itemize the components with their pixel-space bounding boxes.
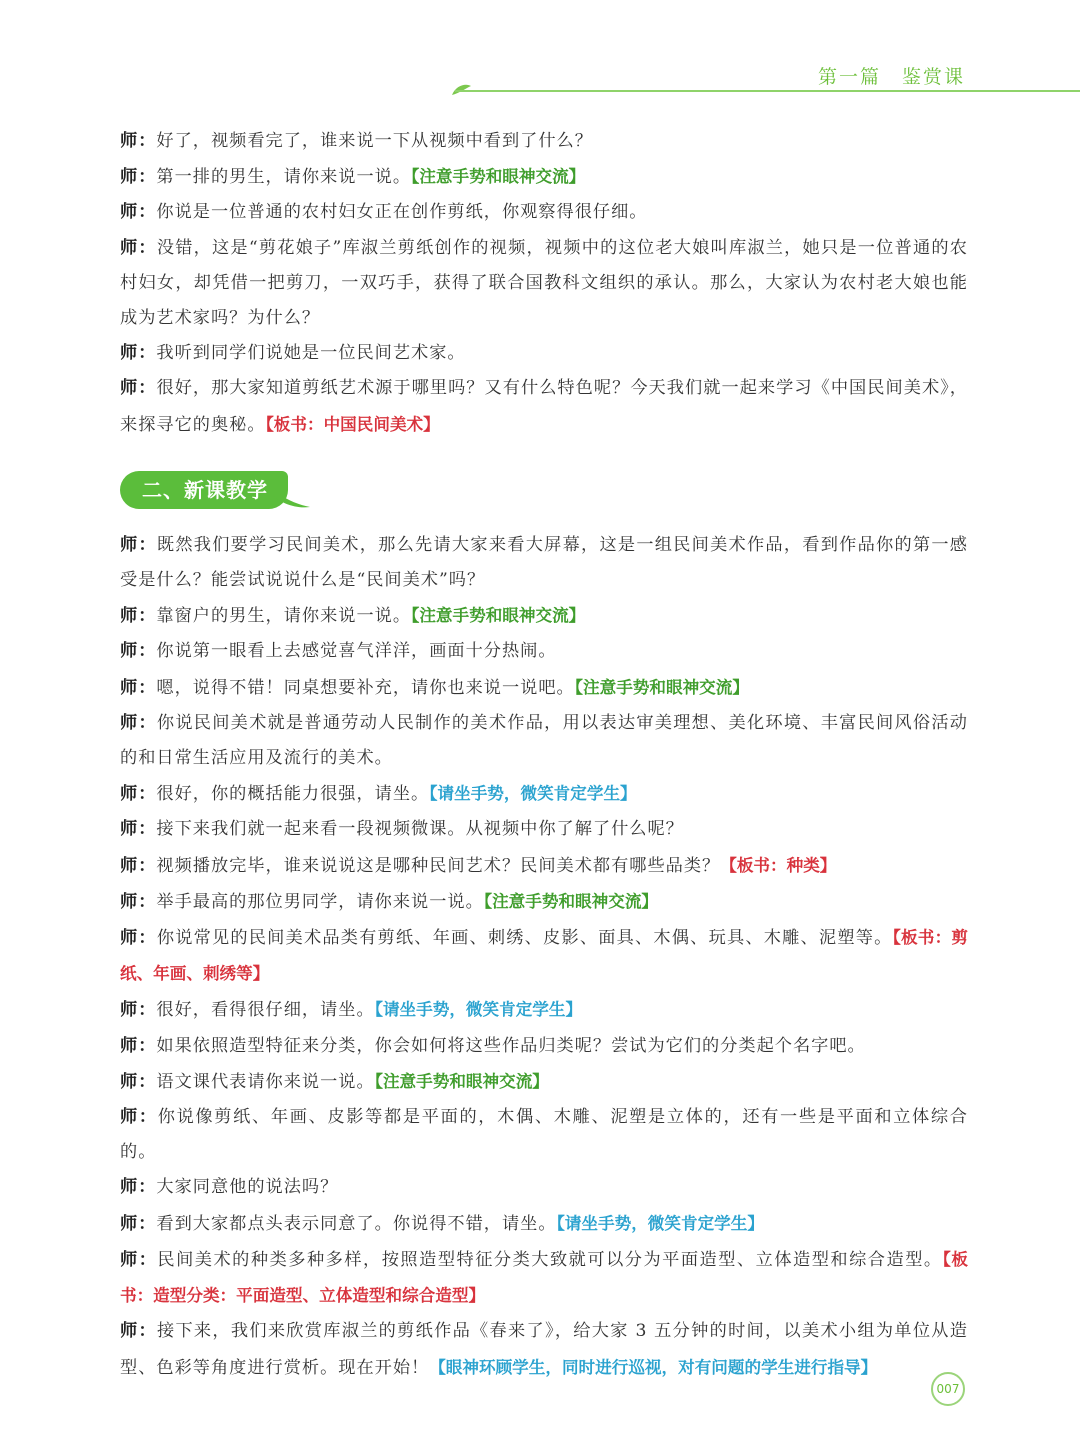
- speaker-label: 师: [120, 343, 139, 364]
- lesson-content: [120, 124, 968, 1386]
- dialogue-line: [120, 1029, 968, 1064]
- speaker-colon: ：: [138, 606, 157, 627]
- dialogue-text: 你说像剪纸、年画、皮影等都是平面的，木偶、木雕、泥塑是立体的，还有一些是平面和立体综合的。: [120, 1107, 968, 1163]
- speaker-label: 师: [120, 1071, 139, 1092]
- section-title-badge: 二、新课教学: [120, 471, 288, 509]
- dialogue-line: [120, 231, 968, 337]
- speaker-colon: ：: [138, 1213, 157, 1234]
- speaker-label: 师: [120, 237, 139, 258]
- speaker-label: 师: [120, 677, 139, 698]
- teaching-note: 【板书：造型分类：平面造型、立体造型和综合造型】: [120, 1249, 968, 1306]
- speaker-label: 师: [120, 1321, 139, 1342]
- speaker-label: 师: [120, 891, 139, 912]
- speaker-label: 师: [120, 1035, 139, 1056]
- speaker-label: 师: [120, 167, 139, 188]
- speaker-label: 师: [120, 784, 139, 805]
- dialogue-line: [120, 848, 968, 884]
- teaching-note: 【请坐手势，微笑肯定学生】: [374, 1000, 583, 1020]
- speaker-colon: ：: [138, 891, 157, 912]
- speaker-colon: ：: [138, 1035, 157, 1056]
- dialogue-text: 接下来，我们来欣赏库淑兰的剪纸作品《春来了》，给大家 3 五分钟的时间，以美术小组为单位从造型、色彩等角度进行赏析。现在开始！: [120, 1321, 968, 1378]
- teaching-note: 【注意手势和眼神交流】: [483, 891, 659, 911]
- dialogue-line: [120, 371, 968, 442]
- dialogue-line: [120, 992, 968, 1028]
- teaching-note: 【注意手势和眼神交流】: [574, 677, 749, 697]
- dialogue-section-1: [120, 124, 968, 443]
- dialogue-text: 视频播放完毕，谁来说说这是哪种民间艺术？民间美术都有哪些品类？: [156, 855, 721, 876]
- speaker-colon: ：: [138, 1071, 157, 1092]
- speaker-colon: ：: [138, 1177, 157, 1198]
- teaching-note: 【眼神环顾学生，同时进行巡视，对有问题的学生进行指导】: [429, 1357, 878, 1377]
- speaker-label: 师: [120, 819, 139, 840]
- dialogue-text: 好了，视频看完了，谁来说一下从视频中看到了什么？: [156, 131, 593, 151]
- dialogue-text: 接下来我们就一起来看一段视频微课。从视频中你了解了什么呢？: [156, 819, 684, 840]
- speaker-colon: ：: [138, 1000, 157, 1021]
- speaker-colon: ：: [138, 202, 157, 223]
- dialogue-text: 我听到同学们说她是一位民间艺术家。: [156, 343, 466, 364]
- dialogue-text: 第一排的男生，请你来说一说。: [156, 167, 412, 188]
- teaching-note: 【注意手势和眼神交流】: [411, 167, 586, 187]
- speaker-colon: ：: [138, 784, 157, 805]
- dialogue-line: [120, 1206, 968, 1242]
- dialogue-text: 很好，你的概括能力很强，请坐。: [156, 784, 430, 805]
- speaker-label: 师: [120, 534, 139, 555]
- dialogue-text: 很好，看得很仔细，请坐。: [156, 1000, 375, 1021]
- header-divider: [455, 90, 1080, 92]
- dialogue-line: [120, 670, 968, 706]
- dialogue-line: [120, 920, 968, 992]
- dialogue-line: [120, 1170, 968, 1205]
- dialogue-text: 举手最高的那位男同学，请你来说一说。: [156, 891, 484, 912]
- speaker-colon: ：: [138, 1321, 157, 1342]
- speaker-colon: ：: [138, 167, 157, 188]
- speaker-label: 师: [120, 712, 139, 733]
- leaf-tail-icon: [270, 493, 310, 513]
- dialogue-line: [120, 1064, 968, 1100]
- speaker-colon: ：: [138, 641, 157, 662]
- chapter-title: 第一篇 鉴赏课: [817, 66, 965, 88]
- speaker-colon: ：: [138, 343, 157, 364]
- speaker-label: 师: [120, 1000, 139, 1021]
- dialogue-line: [120, 884, 968, 920]
- dialogue-text: 靠窗户的男生，请你来说一说。: [156, 606, 412, 627]
- speaker-label: 师: [120, 855, 139, 876]
- speaker-colon: ：: [138, 1107, 158, 1128]
- teaching-note: 【板书：种类】: [720, 855, 837, 875]
- dialogue-line: [120, 195, 968, 230]
- dialogue-text: 你说民间美术就是普通劳动人民制作的美术作品，用以表达审美理想、美化环境、丰富民间风俗活动的和日常生活应用及流行的美术。: [120, 712, 968, 769]
- speaker-colon: ：: [138, 237, 157, 258]
- speaker-label: 师: [120, 641, 139, 662]
- speaker-label: 师: [120, 928, 139, 949]
- speaker-label: 师: [120, 131, 139, 151]
- dialogue-text: 嗯，说得不错！同桌想要补充，请你也来说一说吧。: [156, 677, 575, 698]
- dialogue-line: [120, 159, 968, 195]
- dialogue-text: 看到大家都点头表示同意了。你说得不错，请坐。: [156, 1213, 557, 1234]
- section-header: [120, 471, 968, 521]
- dialogue-text: 很好，那大家知道剪纸艺术源于哪里吗？又有什么特色呢？今天我们就一起来学习《中国民间美术》，来探寻它的奥秘。: [120, 378, 968, 435]
- dialogue-text: 你说是一位普通的农村妇女正在创作剪纸，你观察得很仔细。: [156, 202, 648, 223]
- speaker-label: 师: [120, 1249, 139, 1270]
- speaker-label: 师: [120, 202, 139, 223]
- dialogue-line: [120, 706, 968, 776]
- dialogue-text: 你说第一眼看上去感觉喜气洋洋，画面十分热闹。: [156, 641, 557, 662]
- dialogue-line: [120, 1100, 968, 1170]
- teaching-note: 【板书：剪纸、年画、刺绣等】: [120, 928, 968, 984]
- dialogue-line: [120, 598, 968, 634]
- dialogue-text: 如果依照造型特征来分类，你会如何将这些作品归类呢？尝试为它们的分类起个名字吧。: [156, 1035, 866, 1056]
- teaching-note: 【请坐手势，微笑肯定学生】: [429, 784, 637, 804]
- speaker-colon: ：: [138, 131, 157, 151]
- speaker-label: 师: [120, 378, 139, 399]
- dialogue-line: [120, 634, 968, 669]
- dialogue-text: 大家同意他的说法吗？: [156, 1177, 339, 1198]
- dialogue-text: 民间美术的种类多种多样，按照造型特征分类大致就可以分为平面造型、立体造型和综合造型。: [157, 1249, 943, 1270]
- speaker-colon: ：: [138, 1249, 158, 1270]
- dialogue-line: [120, 336, 968, 371]
- speaker-colon: ：: [138, 534, 157, 555]
- dialogue-text: 语文课代表请你来说一说。: [156, 1071, 375, 1092]
- teaching-note: 【请坐手势，微笑肯定学生】: [556, 1213, 764, 1233]
- dialogue-line: [120, 1314, 968, 1385]
- teaching-note: 【板书：中国民间美术】: [265, 414, 440, 434]
- speaker-label: 师: [120, 1177, 139, 1198]
- speaker-colon: ：: [138, 677, 157, 698]
- dialogue-text: 你说常见的民间美术品类有剪纸、年画、刺绣、皮影、面具、木偶、玩具、木雕、泥塑等。: [156, 928, 893, 949]
- dialogue-text: 既然我们要学习民间美术，那么先请大家来看大屏幕，这是一组民间美术作品，看到作品你的第一感受是什么？能尝试说说什么是“民间美术”吗？: [120, 534, 968, 591]
- dialogue-line: [120, 528, 968, 598]
- dialogue-section-2: [120, 528, 968, 1386]
- speaker-colon: ：: [138, 712, 157, 733]
- teaching-note: 【注意手势和眼神交流】: [374, 1071, 549, 1091]
- speaker-colon: ：: [138, 928, 157, 949]
- speaker-label: 师: [120, 606, 139, 627]
- speaker-label: 师: [120, 1107, 139, 1128]
- teaching-note: 【注意手势和眼神交流】: [411, 606, 586, 626]
- dialogue-line: [120, 812, 968, 847]
- speaker-colon: ：: [138, 378, 157, 399]
- dialogue-line: [120, 776, 968, 812]
- speaker-colon: ：: [138, 819, 157, 840]
- page-number: 007: [931, 1372, 965, 1406]
- speaker-label: 师: [120, 1213, 139, 1234]
- dialogue-line: [120, 124, 968, 159]
- dialogue-text: 没错，这是“剪花娘子”库淑兰剪纸创作的视频，视频中的这位老大娘叫库淑兰，她只是一位普通的农村妇女，却凭借一把剪刀，一双巧手，获得了联合国教科文组织的承认。那么，大家认为农村老大娘也能成为艺术家吗？为什么？: [120, 237, 968, 329]
- speaker-colon: ：: [138, 855, 157, 876]
- dialogue-line: [120, 1242, 968, 1314]
